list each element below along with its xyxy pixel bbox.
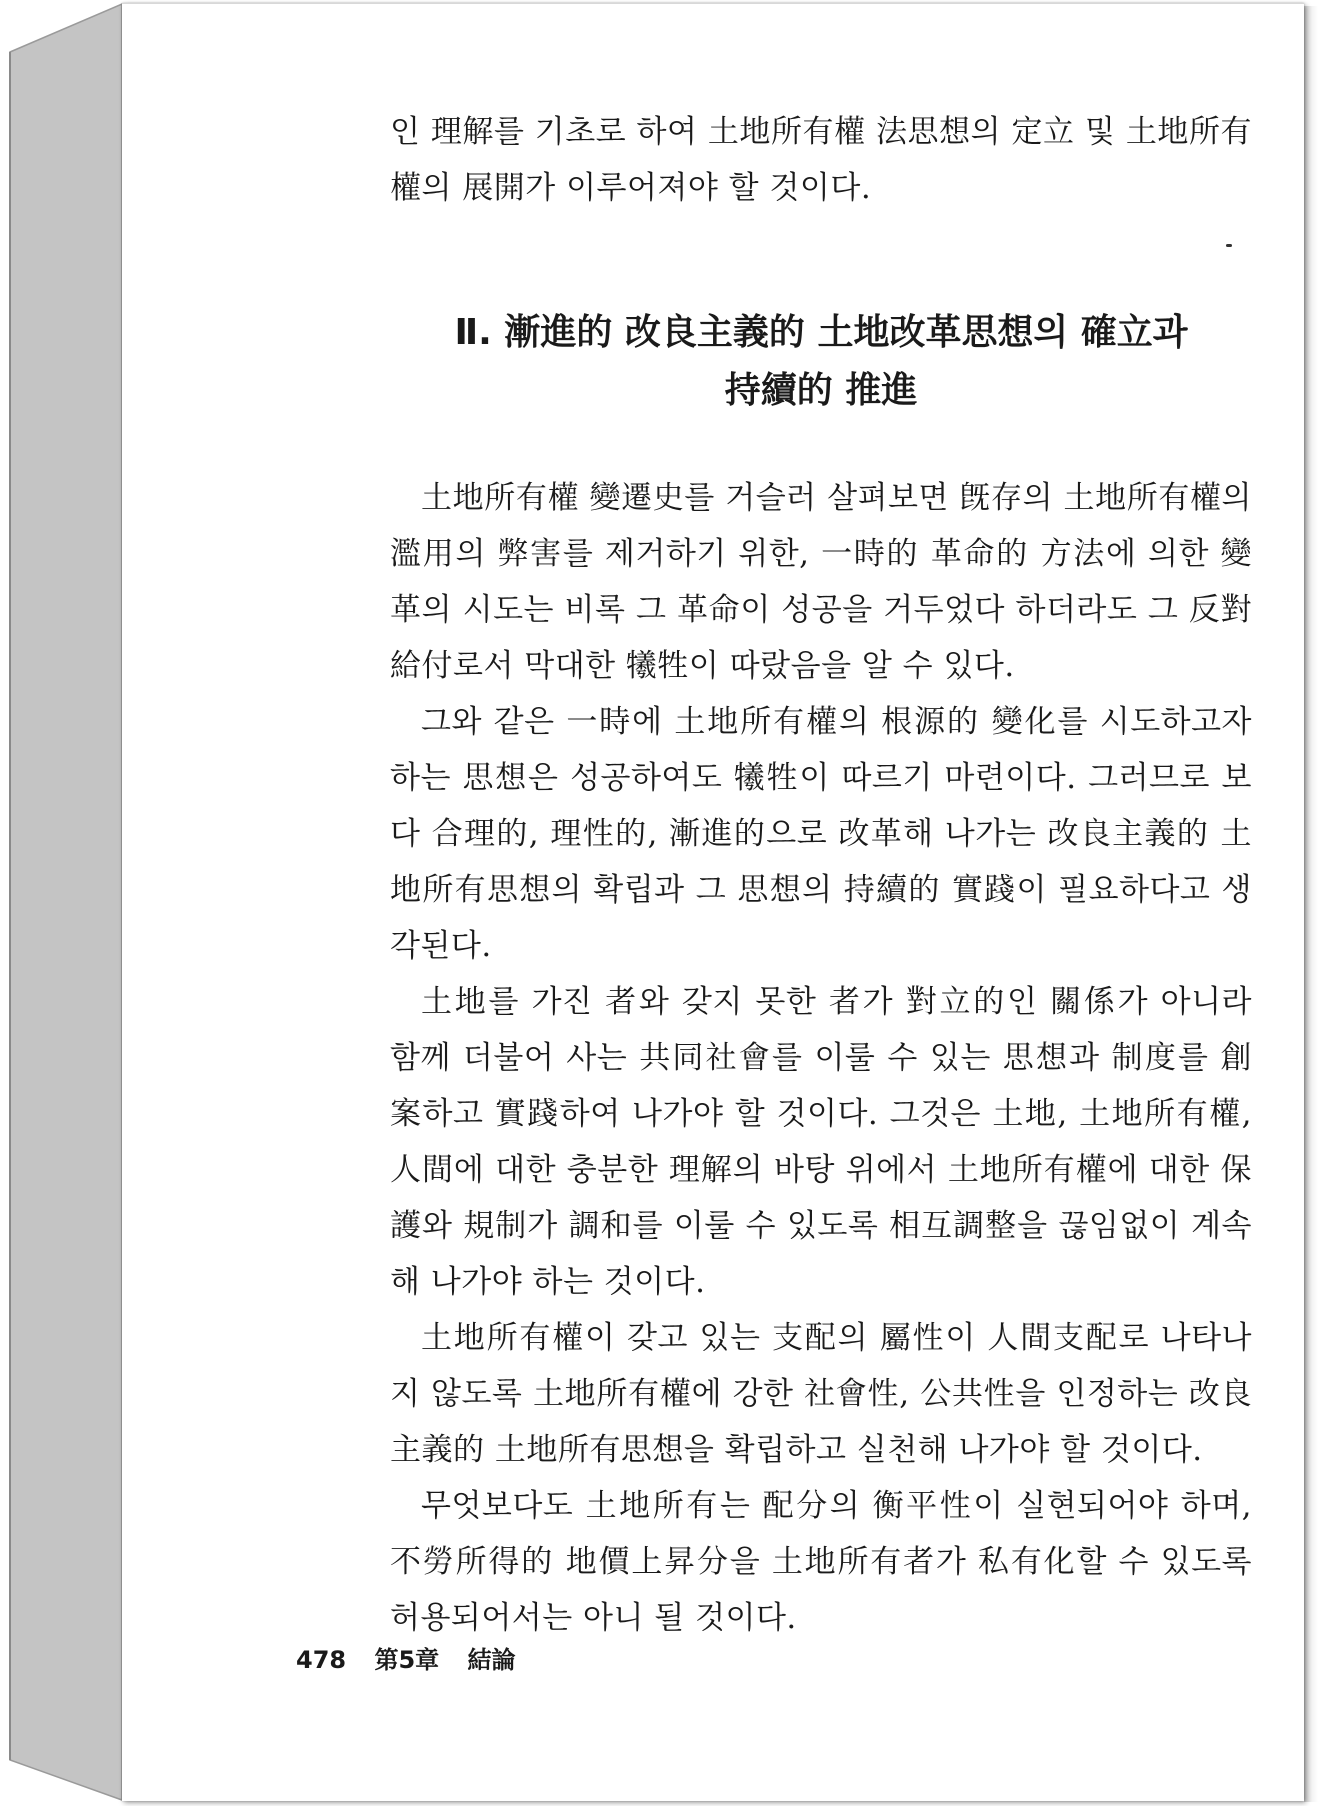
- body-paragraph-1: 土地所有權 變遷史를 거슬러 살펴보면 旣存의 土地所有權의 濫用의 弊害를 제거하기 위한, 一時的 革命的 方法에 의한 變革의 시도는 비록 그 革命이 성공을 거두었다 하더라도 그 反對給付로서 막대한 犧牲이 따랐음을 알 수 있다.: [390, 480, 1252, 684]
- section-heading: [390, 304, 1252, 420]
- book-page: [122, 3, 1304, 1801]
- body-paragraph-2: 그와 같은 一時에 土地所有權의 根源的 變化를 시도하고자 하는 思想은 성공하여도 犧牲이 따르기 마련이다. 그러므로 보다 合理的, 理性的, 漸進的으로 改革해 나가는 改良主義的 土地所有思想의 확립과 그 思想의 持續的 實踐이 필요하다고 생각된다.: [390, 704, 1252, 964]
- body-paragraph-5: 무엇보다도 土地所有는 配分의 衡平性이 실현되어야 하며, 不勞所得的 地價上昇分을 土地所有者가 私有化할 수 있도록 허용되어서는 아니 될 것이다.: [390, 1488, 1252, 1636]
- chapter-title: 結論: [467, 1646, 516, 1674]
- body-paragraph-4: 土地所有權이 갖고 있는 支配의 屬性이 人間支配로 나타나지 않도록 土地所有權에 강한 社會性, 公共性을 인정하는 改良主義的 土地所有思想을 확립하고 실천해 나가야 할 것이다.: [390, 1320, 1252, 1468]
- book-spine-edge: [0, 0, 130, 1806]
- section-heading-line2: 持續的 推進: [724, 370, 918, 411]
- chapter-label: 第5章: [374, 1646, 440, 1674]
- scan-speck: [1226, 244, 1232, 247]
- intro-paragraph: 인 理解를 기초로 하여 土地所有權 法思想의 定立 및 土地所有權의 展開가 이루어져야 할 것이다.: [390, 114, 1252, 206]
- page-footer: [296, 1640, 536, 1675]
- section-heading-line1: Ⅱ. 漸進的 改良主義的 土地改革思想의 確立과: [454, 312, 1188, 353]
- body-paragraphs: [390, 470, 1252, 1646]
- page-edge-right: [1304, 6, 1318, 1802]
- page-number: 478: [296, 1646, 347, 1674]
- body-paragraph-3: 土地를 가진 者와 갖지 못한 者가 對立的인 關係가 아니라 함께 더불어 사는 共同社會를 이룰 수 있는 思想과 制度를 創案하고 實踐하여 나가야 할 것이다. 그것은 土地, 土地所有權, 人間에 대한 충분한 理解의 바탕 위에서 土地所有權에 대한 保護와 規制가 調和를 이룰 수 있도록 相互調整을 끊임없이 계속해 나가야 하는 것이다.: [390, 984, 1252, 1300]
